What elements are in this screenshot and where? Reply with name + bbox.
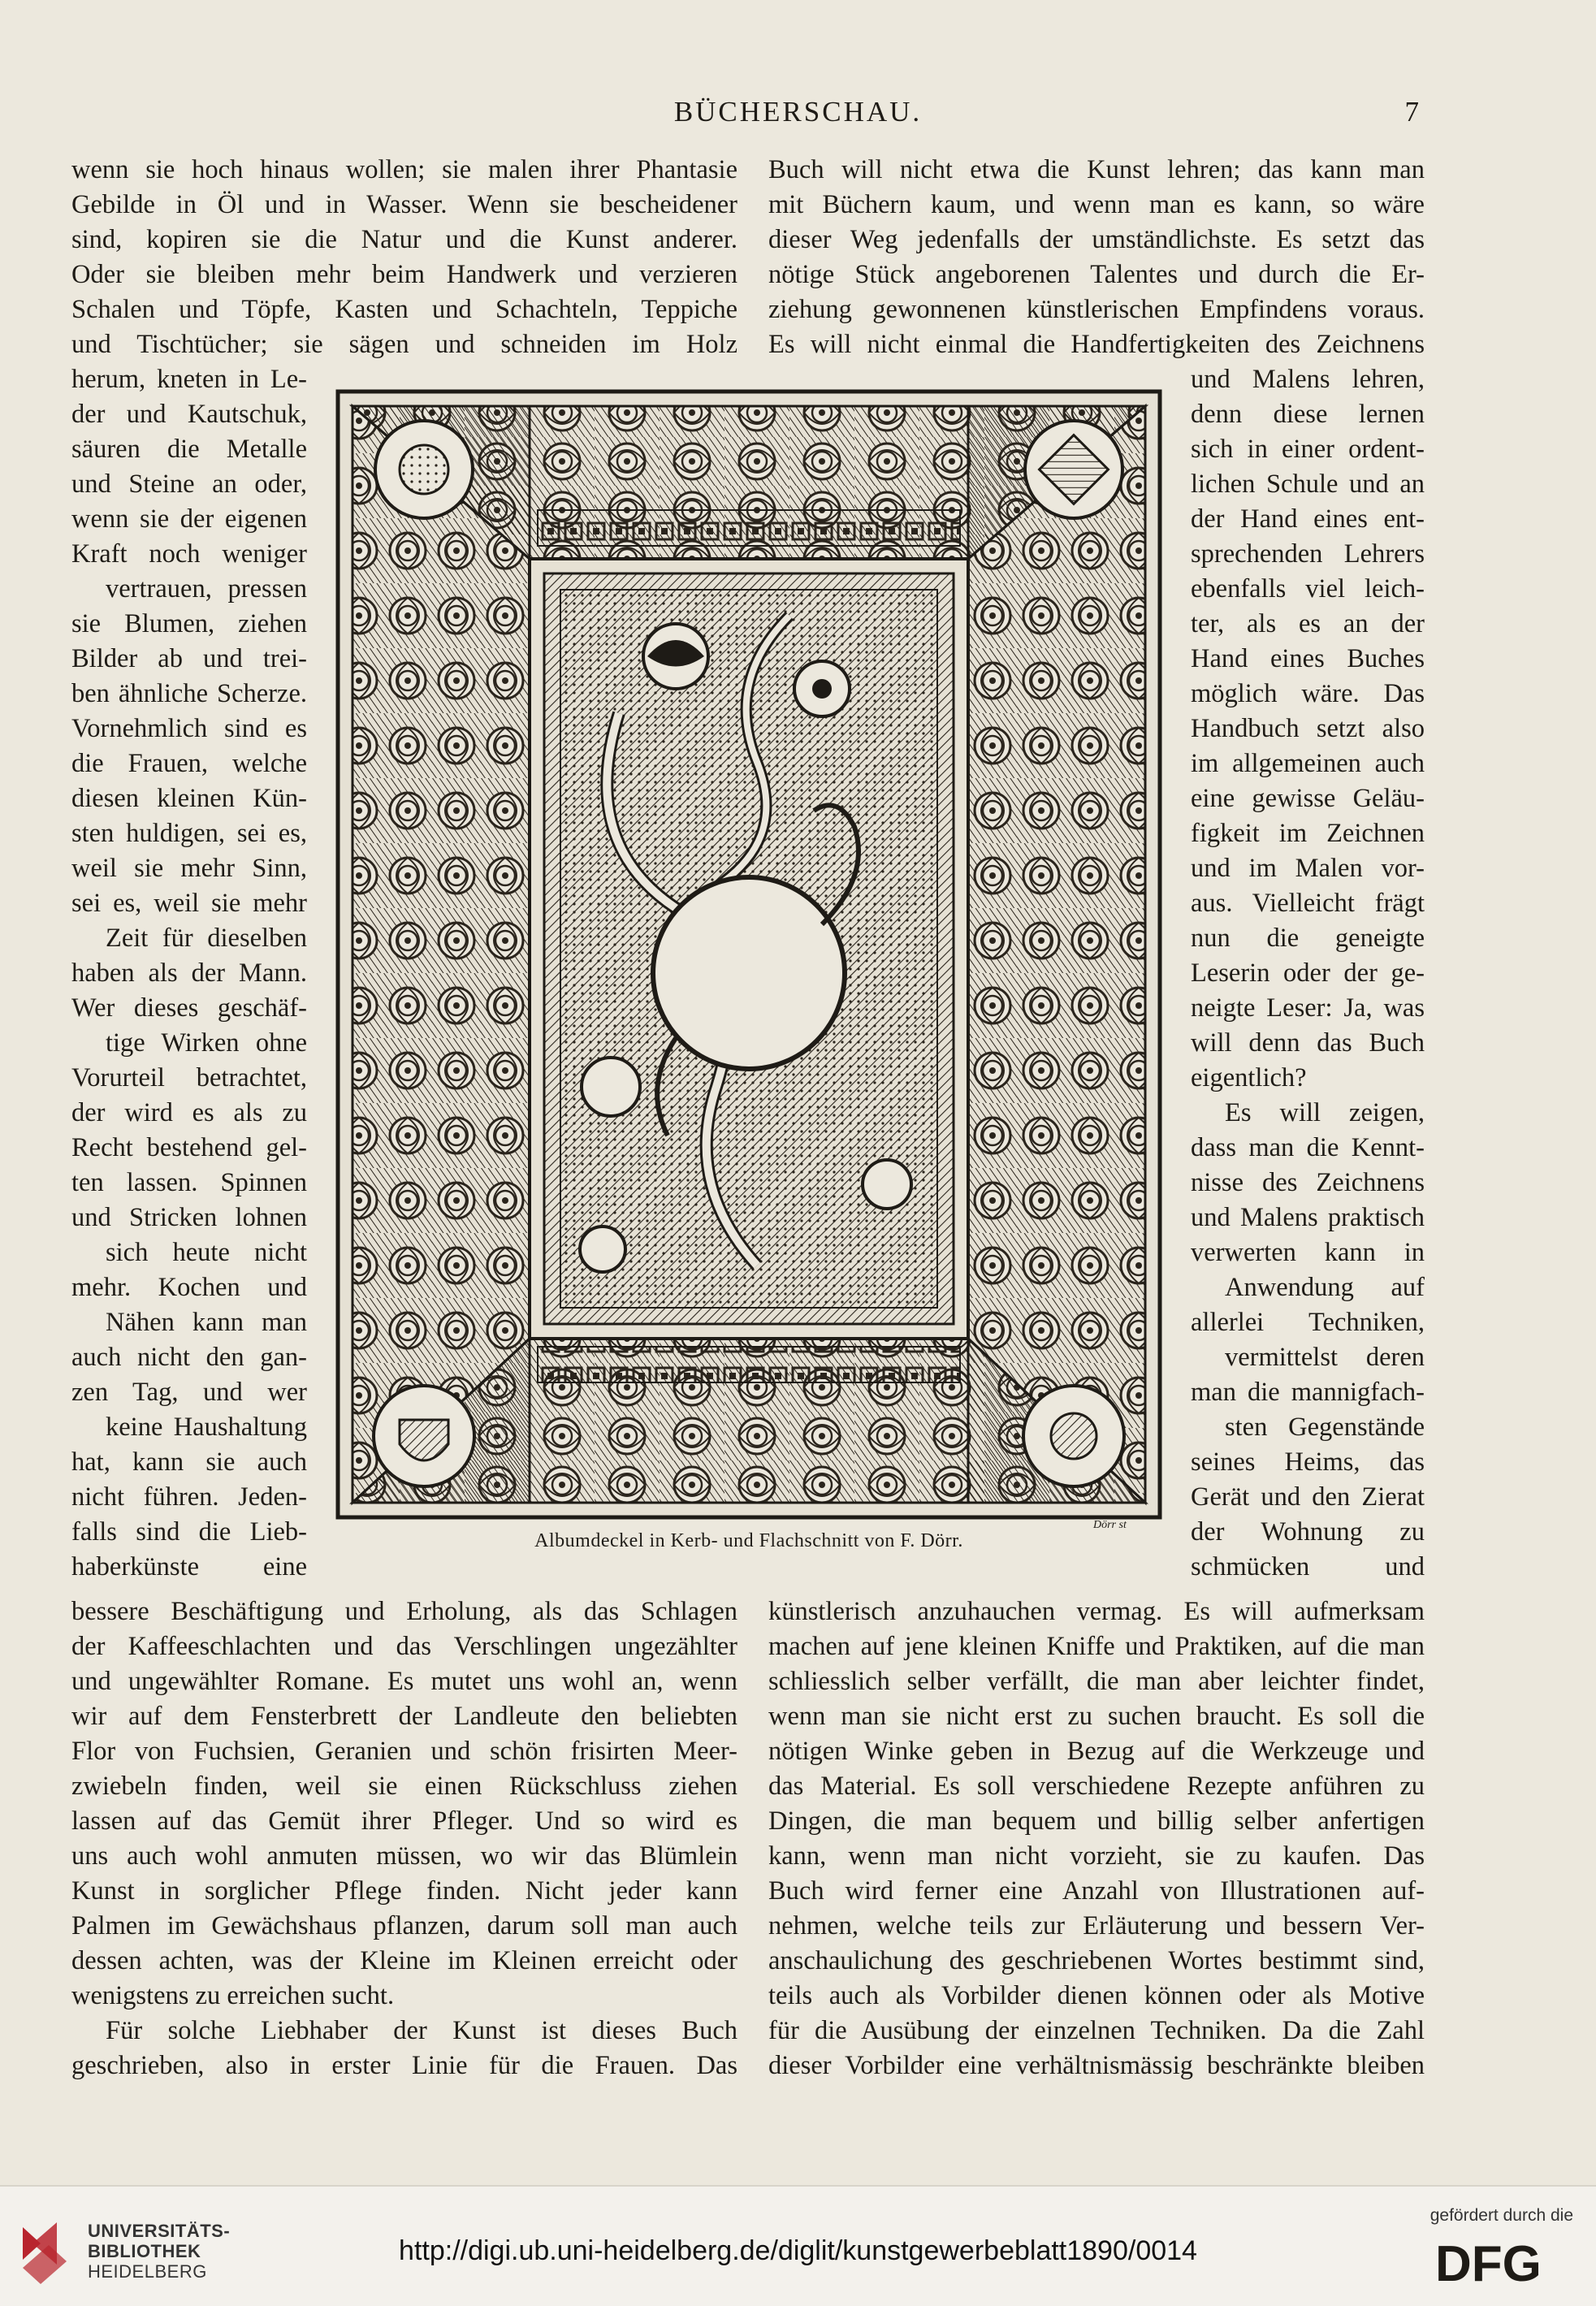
text-line: und Malens praktisch (1191, 1203, 1425, 1232)
text-line: Bilder ab und trei- (71, 644, 307, 673)
text-right-top (768, 153, 1425, 362)
page-number: 7 (1404, 96, 1419, 128)
text-line: Kraft noch weniger (71, 539, 307, 569)
text-line: Dingen, die man bequem und billig selber anfertigen (768, 1806, 1425, 1836)
text-line: im allgemeinen auch (1191, 749, 1425, 778)
funded-by-label: gefördert durch die (1429, 2206, 1573, 2225)
text-line: Buch wird ferner eine Anzahl von Illustrationen auf- (768, 1876, 1425, 1906)
text-line: haberkünste eine (71, 1552, 307, 1581)
text-line: Vorurteil betrachtet, (71, 1063, 307, 1092)
text-line: Schalen und Töpfe, Kasten und Schachteln, Teppiche (71, 295, 737, 324)
text-line: teils auch als Vorbilder dienen können oder als Motive (768, 1981, 1425, 2010)
text-line: eine gewisse Geläu- (1191, 784, 1425, 813)
text-line: künstlerisch anzuhauchen vermag. Es will aufmerksam (768, 1597, 1425, 1626)
permalink[interactable]: http://digi.ub.uni-heidelberg.de/diglit/kunstgewerbeblatt1890/0014 (399, 2235, 1197, 2266)
text-line: der Hand eines ent- (1191, 504, 1425, 534)
text-line: wir auf dem Fensterbrett der Landleute den beliebten (71, 1702, 737, 1731)
text-line: Vornehmlich sind es (71, 714, 307, 743)
text-line: ziehung gewonnenen künstlerischen Empfindens voraus. (768, 295, 1425, 324)
text-line: Leserin oder der ge- (1191, 958, 1425, 988)
text-line: Kunst in sorglicher Pflege finden. Nicht jeder kann (71, 1876, 737, 1906)
text-line: Gebilde in Öl und in Wasser. Wenn sie bescheidener (71, 190, 737, 219)
text-line: wenn sie hoch hinaus wollen; sie malen ihrer Phantasie (71, 155, 737, 184)
text-line: sten huldigen, sei es, (71, 819, 307, 848)
text-right-wrap (1191, 362, 1425, 1585)
text-line: anschaulichung des geschriebenen Wortes bestimmt sind, (768, 1946, 1425, 1975)
text-line: das Material. Es soll verschiedene Rezepte anführen zu (768, 1772, 1425, 1801)
text-line: sind, kopiren sie die Natur und die Kunst anderer. (71, 225, 737, 254)
text-line: sie Blumen, ziehen (71, 609, 307, 638)
text-line: möglich wäre. Das (1191, 679, 1425, 708)
text-line: aus. Vielleicht frägt (1191, 889, 1425, 918)
text-line: und im Malen vor- (1191, 854, 1425, 883)
text-line: figkeit im Zeichnen (1191, 819, 1425, 848)
text-line: nun die geneigte (1191, 924, 1425, 953)
text-line: säuren die Metalle (71, 435, 307, 464)
text-line: Es will nicht einmal die Handfertigkeiten des Zeichnens (768, 330, 1425, 359)
text-line: denn diese lernen (1191, 400, 1425, 429)
text-line: ben ähnliche Scherze. (71, 679, 307, 708)
text-line: hat, kann sie auch (71, 1447, 307, 1477)
text-line: mehr. Kochen und (71, 1273, 307, 1302)
text-line: Hand eines Buches (1191, 644, 1425, 673)
text-line: sten Gegenstände (1225, 1413, 1425, 1442)
text-line: vertrauen, pressen (106, 574, 307, 604)
text-line: verwerten kann in (1191, 1238, 1425, 1267)
dfg-logo-icon (1435, 2237, 1573, 2287)
text-line: Buch will nicht etwa die Kunst lehren; das kann man (768, 155, 1425, 184)
text-line: wenigstens zu erreichen sucht. (71, 1981, 395, 2010)
text-line: keine Haushaltung (106, 1413, 307, 1442)
text-line: zen Tag, und wer (71, 1378, 307, 1407)
figure-caption: Albumdeckel in Kerb- und Flachschnitt von F. Dörr. (534, 1530, 963, 1551)
text-left-top (71, 153, 737, 362)
text-line: dessen achten, was der Kleine im Kleinen erreicht oder (71, 1946, 737, 1975)
text-line: ter, als es an der (1191, 609, 1425, 638)
svg-text:DFG: DFG (1435, 2237, 1542, 2287)
text-line: schmücken und (1191, 1552, 1425, 1581)
text-line: sei es, weil sie mehr (71, 889, 307, 918)
text-right-bottom (768, 1594, 1425, 2083)
text-line: uns auch wohl anmuten müssen, wo wir das Blümlein (71, 1841, 737, 1871)
text-line: Es will zeigen, (1225, 1098, 1425, 1127)
text-line: Oder sie bleiben mehr beim Handwerk und verzieren (71, 260, 737, 289)
text-line: nisse des Zeichnens (1191, 1168, 1425, 1197)
text-line: nehmen, welche teils zur Erläuterung und bessern Ver- (768, 1911, 1425, 1940)
text-line: und ungewählter Romane. Es mutet uns wohl an, wenn (71, 1667, 737, 1696)
text-line: für die Ausübung der einzelnen Techniken. Da die Zahl (768, 2016, 1425, 2045)
text-line: nötige Stück angeborenen Talentes und durch die Er- (768, 260, 1425, 289)
text-line: seines Heims, das (1191, 1447, 1425, 1477)
text-line: Wer dieses geschäf- (71, 993, 307, 1023)
text-line: lassen auf das Gemüt ihrer Pfleger. Und so wird es (71, 1806, 737, 1836)
text-line: Für solche Liebhaber der Kunst ist dieses Buch (106, 2016, 737, 2045)
text-line: dieser Weg jedenfalls der umständlichste. Es setzt das (768, 225, 1425, 254)
text-line: und Malens lehren, (1191, 365, 1425, 394)
text-line: dieser Vorbilder eine verhältnismässig beschränkte bleiben (768, 2051, 1425, 2080)
digitization-footer (0, 2185, 1596, 2306)
text-line: zwiebeln finden, weil sie einen Rückschluss ziehen (71, 1772, 737, 1801)
text-line: Nähen kann man (106, 1308, 307, 1337)
text-line: der Kaffeeschlachten und das Verschlingen ungezählter (71, 1632, 737, 1661)
text-line: eigentlich? (1191, 1063, 1307, 1092)
text-line: tige Wirken ohne (106, 1028, 307, 1058)
text-line: und Stricken lohnen (71, 1203, 307, 1232)
text-line: man die mannigfach- (1191, 1378, 1425, 1407)
text-line: lichen Schule und an (1191, 469, 1425, 499)
text-line: haben als der Mann. (71, 958, 307, 988)
text-line: Gerät und den Zierat (1191, 1482, 1425, 1512)
text-line: sprechenden Lehrers (1191, 539, 1425, 569)
text-line: nicht führen. Jeden- (71, 1482, 307, 1512)
text-line: Recht bestehend gel- (71, 1133, 307, 1162)
text-line: geschrieben, also in erster Linie für die Frauen. Das (71, 2051, 737, 2080)
text-line: ebenfalls viel leich- (1191, 574, 1425, 604)
text-line: Anwendung auf (1225, 1273, 1425, 1302)
text-line: bessere Beschäftigung und Erholung, als das Schlagen (71, 1597, 737, 1626)
engraver-signature: Dörr st (1093, 1519, 1127, 1531)
text-left-bottom (71, 1594, 737, 2083)
text-line: dass man die Kennt- (1191, 1133, 1425, 1162)
text-line: falls sind die Lieb- (71, 1517, 307, 1547)
text-line: will denn das Buch (1191, 1028, 1425, 1058)
text-line: die Frauen, welche (71, 749, 307, 778)
text-line: der Wohnung zu (1191, 1517, 1425, 1547)
text-line: und Tischtücher; sie sägen und schneiden im Holz (71, 330, 737, 359)
text-line: nötigen Winke geben in Bezug auf die Werkzeuge und (768, 1737, 1425, 1766)
text-line: und Steine an oder, (71, 469, 307, 499)
text-line: herum, kneten in Le- (71, 365, 307, 394)
text-line: neigte Leser: Ja, was (1191, 993, 1425, 1023)
text-line: weil sie mehr Sinn, (71, 854, 307, 883)
text-line: auch nicht den gan- (71, 1343, 307, 1372)
text-line: schliesslich selber verfällt, die man aber leichter findet, (768, 1667, 1425, 1696)
text-line: kann, wenn man nicht vorzieht, sie zu kaufen. Das (768, 1841, 1425, 1871)
text-line: Handbuch setzt also (1191, 714, 1425, 743)
text-line: wenn man sie nicht erst zu suchen braucht. Es soll die (768, 1702, 1425, 1731)
text-line: ten lassen. Spinnen (71, 1168, 307, 1197)
album-cover-illustration (335, 388, 1163, 1521)
text-left-wrap (71, 362, 307, 1585)
text-line: allerlei Techniken, (1191, 1308, 1425, 1337)
library-name: UNIVERSITÄTS- BIBLIOTHEK HEIDELBERG (88, 2221, 231, 2282)
text-line: der und Kautschuk, (71, 400, 307, 429)
text-line: wenn sie der eigenen (71, 504, 307, 534)
text-line: sich heute nicht (106, 1238, 307, 1267)
text-line: Flor von Fuchsien, Geranien und schön frisirten Meer- (71, 1737, 737, 1766)
text-line: Zeit für dieselben (106, 924, 307, 953)
text-line: der wird es als zu (71, 1098, 307, 1127)
text-line: mit Büchern kaum, und wenn man es kann, so wäre (768, 190, 1425, 219)
running-header: BÜCHERSCHAU. (673, 96, 923, 128)
text-line: sich in einer ordent- (1191, 435, 1425, 464)
text-line: vermittelst deren (1225, 1343, 1425, 1372)
text-line: diesen kleinen Kün- (71, 784, 307, 813)
text-line: machen auf jene kleinen Kniffe und Praktiken, auf die man (768, 1632, 1425, 1661)
text-line: Palmen im Gewächshaus pflanzen, darum soll man auch (71, 1911, 737, 1940)
